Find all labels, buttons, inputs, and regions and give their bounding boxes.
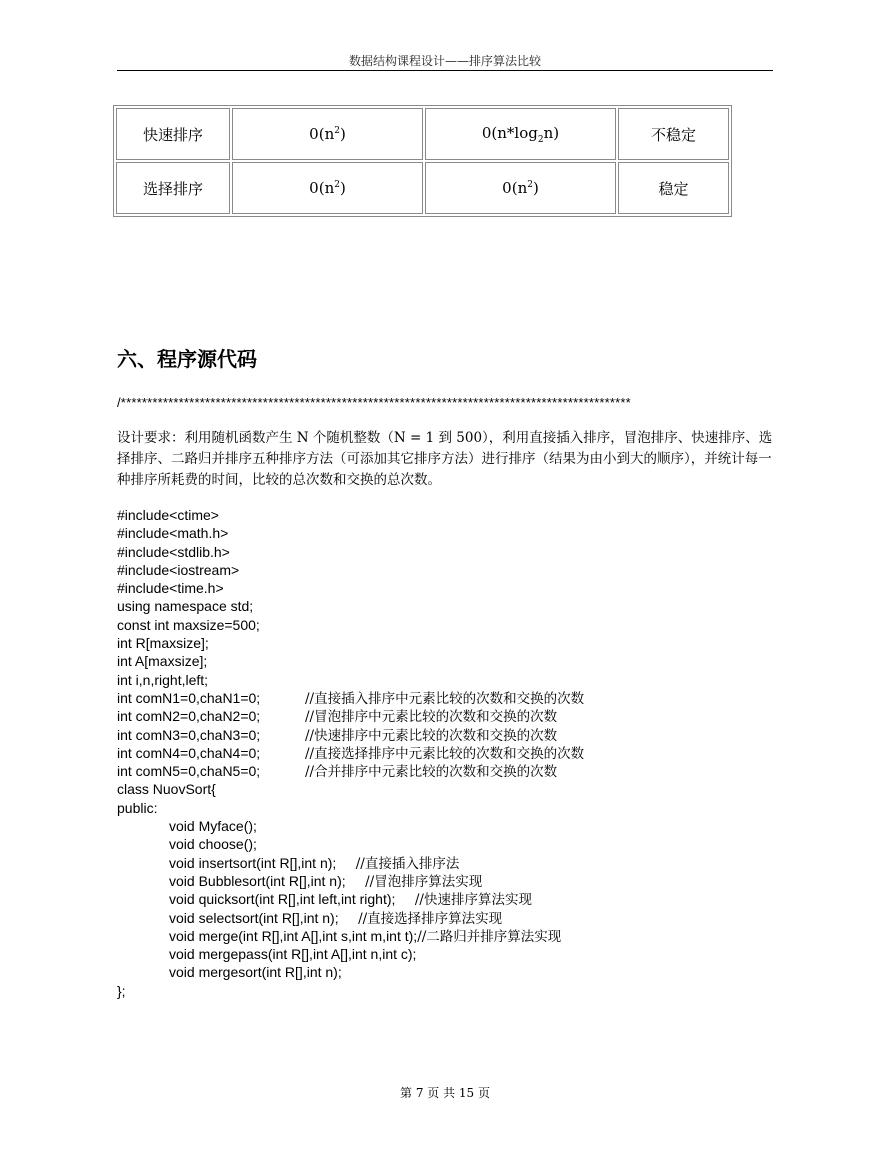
code-line: #include<stdlib.h>	[117, 543, 230, 560]
code-line: void insertsort(int R[],int n); //直接插入排序法	[169, 854, 460, 872]
page-header: 数据结构课程设计——排序算法比较	[348, 54, 541, 68]
sort-name-cell: 选择排序	[116, 162, 230, 214]
code-line: const int maxsize=500;	[117, 616, 260, 633]
code-line: void quicksort(int R[],int left,int right); //快速排序算法实现	[169, 891, 532, 909]
code-line: #include<iostream>	[117, 561, 240, 578]
table-row	[116, 108, 729, 160]
table-row	[116, 162, 729, 214]
code-line: int comN4=0,chaN4=0; //直接选择排序中元素比较的次数和交换的次数	[117, 744, 585, 762]
code-line: int comN5=0,chaN5=0; //合并排序中元素比较的次数和交换的次数	[117, 763, 558, 781]
avg-complexity-cell: $0(n^2)$	[232, 108, 423, 160]
code-line: void choose();	[169, 836, 257, 853]
code-line: void merge(int R[],int A[],int s,int m,int t);//二路归并排序算法实现	[169, 927, 562, 945]
sort-name-cell: 快速排序	[116, 108, 230, 160]
code-line: void Myface();	[169, 818, 257, 835]
code-line: int comN1=0,chaN1=0; //直接插入排序中元素比较的次数和交换的次数	[117, 689, 585, 707]
comment-separator: /*************************************************************************************************	[117, 395, 631, 410]
code-line: public:	[117, 799, 158, 816]
design-requirements: 设计要求：利用随机函数产生 N 个随机整数（N = 1 到 500），利用直接插入排序，冒泡排序、快速排序、选择排序、二路归并排序五种排序方法（可添加其它排序方法）进行排序（结果为由小到大的顺序），并统计每一种排序所耗费的时间，比较的总次数和交换的总次数。	[117, 430, 773, 488]
worst-complexity-cell: $0(n^2)$	[425, 162, 616, 214]
code-line: #include<math.h>	[117, 525, 229, 542]
stability-cell: 不稳定	[618, 108, 729, 160]
code-line: int i,n,right,left;	[117, 671, 209, 688]
code-line: void Bubblesort(int R[],int n); //冒泡排序算法实现	[169, 872, 483, 890]
avg-complexity-cell: $0(n^2)$	[232, 162, 423, 214]
code-line: };	[117, 982, 126, 999]
complexity-table	[113, 105, 732, 217]
code-line: void mergesort(int R[],int n);	[169, 964, 342, 981]
code-line: int R[maxsize];	[117, 635, 209, 652]
code-line: int comN3=0,chaN3=0; //快速排序中元素比较的次数和交换的次数	[117, 726, 558, 744]
code-line: using namespace std;	[117, 598, 254, 615]
page-footer: 第 7 页 共 15 页	[400, 1086, 490, 1100]
code-line: #include<time.h>	[117, 580, 224, 597]
code-line: class NuovSort{	[117, 781, 216, 798]
stability-cell: 稳定	[618, 162, 729, 214]
code-line: void selectsort(int R[],int n); //直接选择排序算法实现	[169, 909, 503, 927]
code-line: int A[maxsize];	[117, 653, 208, 670]
code-line: void mergepass(int R[],int A[],int n,int c);	[169, 946, 417, 963]
code-line: int comN2=0,chaN2=0; //冒泡排序中元素比较的次数和交换的次数	[117, 708, 558, 726]
source-code	[117, 506, 777, 1000]
section-heading: 六、程序源代码	[117, 347, 257, 371]
header-rule	[117, 70, 773, 71]
code-line: #include<ctime>	[117, 507, 219, 523]
worst-complexity-cell: $0(n*\log_2n)$	[425, 108, 616, 160]
